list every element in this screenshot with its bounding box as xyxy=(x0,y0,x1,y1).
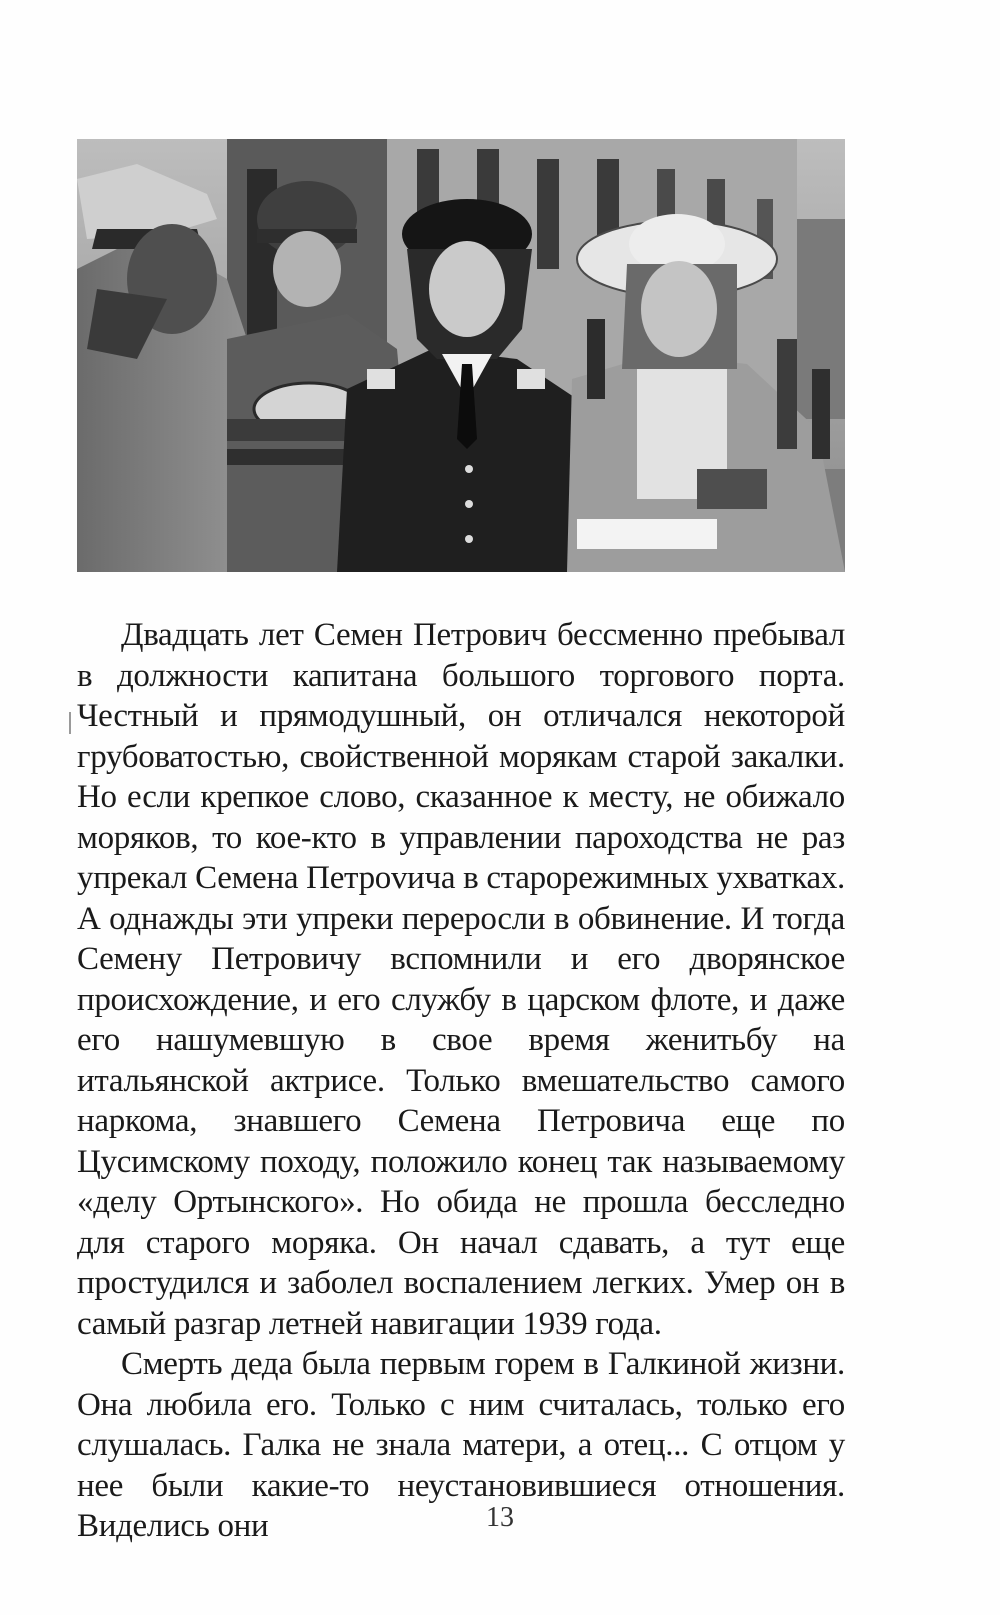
paragraph-2: Смерть деда была первым горем в Галкиной жизни. Она любила его. Только с ним считалась, только его слушалась. Галка не знала матери, а отец... С отцом у нее были какие-то неустановившиеся отношения. Виделись они xyxy=(77,1346,845,1544)
film-still-photo-icon xyxy=(77,139,845,572)
page-number: 13 xyxy=(486,1502,514,1533)
body-text xyxy=(77,615,845,1547)
paragraph-1: Двадцать лет Семен Петрович бессменно пребывал в должности капитана большого торгового порта. Честный и прямодушный, он отличался некоторой грубоватостью, свойственной морякам старой закалки. Но если крепкое слово, сказанное к месту, не обижало моряков, то кое-кто в управлении пароходства не раз упрекал Семена Петроvича в старорежимных ухватках. А однажды эти упреки переросли в обвинение. И тогда Семену Петровичу вспомнили и его дворянское происхождение, и его службу в царском флоте, и даже его нашумевшую в свое время женитьбу на итальянской актрисе. Только вмешательство самого наркома, знавшего Семена Петровича еще по Цусимскому походу, положило конец так называемому «делу Ортынского». Но обида не прошла бесследно для старого моряка. Он начал сдавать, а тут еще простудился и заболел воспалением легких. Умер он в самый разгар летней навигации 1939 года. xyxy=(77,617,845,1342)
scan-artifact-mark xyxy=(69,712,71,734)
film-still-photo xyxy=(77,139,845,572)
